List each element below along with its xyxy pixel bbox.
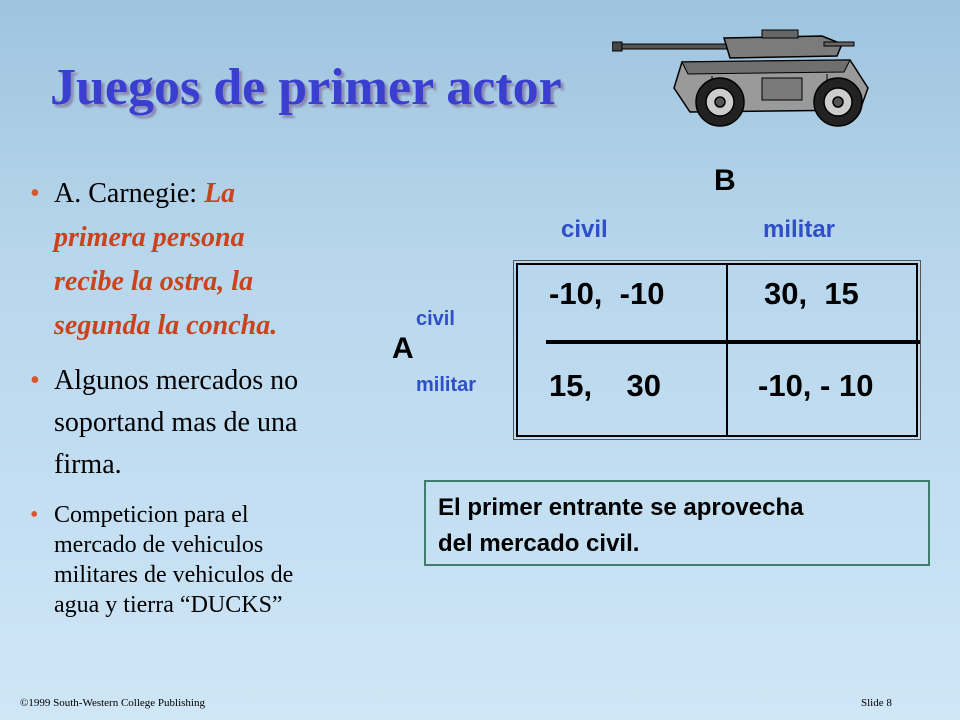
row-label-civil: civil — [416, 308, 455, 330]
payoff-militar-civil: 15, 30 — [549, 368, 662, 403]
competicion-line-2: mercado de vehiculos — [54, 532, 264, 558]
bullet-mercados — [20, 360, 410, 486]
payoff-civil-militar: 30, 15 — [764, 276, 859, 311]
matrix-divider-vertical — [726, 263, 728, 437]
conclusion-line-1: El primer entrante se aprovecha — [438, 494, 804, 521]
payoff-militar-militar: -10, - 10 — [758, 368, 874, 403]
mercados-line-1: Algunos mercados no — [54, 365, 299, 396]
bullet-dot: • — [30, 365, 40, 396]
column-label-civil: civil — [561, 216, 608, 243]
mercados-line-2: soportand mas de una — [54, 407, 298, 438]
carnegie-quote-3: recibe la ostra, la — [54, 266, 254, 297]
competicion-line-1: Competicion para el — [54, 502, 249, 528]
slide-number: Slide 8 — [861, 697, 892, 709]
conclusion-box — [424, 480, 930, 566]
bullet-dot: • — [30, 502, 39, 528]
carnegie-prefix: A. Carnegie: — [54, 178, 205, 209]
bullet-carnegie — [20, 172, 410, 348]
payoff-civil-civil: -10, -10 — [549, 276, 665, 311]
carnegie-quote-2: primera persona — [54, 222, 245, 253]
armored-vehicle-icon — [612, 28, 872, 130]
slide-title: Juegos de primer actor — [50, 59, 562, 116]
carnegie-quote-4: segunda la concha. — [54, 310, 278, 341]
copyright-footer: ©1999 South-Western College Publishing — [20, 697, 205, 709]
bullet-dot: • — [30, 178, 40, 209]
row-player-label: A — [392, 332, 414, 365]
matrix-divider-horizontal — [546, 340, 920, 344]
competicion-line-4: agua y tierra “DUCKS” — [54, 592, 283, 618]
mercados-line-3: firma. — [54, 449, 122, 480]
row-label-militar: militar — [416, 374, 477, 396]
conclusion-line-2: del mercado civil. — [438, 530, 640, 557]
column-label-militar: militar — [763, 216, 836, 243]
bullet-list — [20, 172, 410, 620]
bullet-competicion — [20, 500, 410, 620]
competicion-line-3: militares de vehiculos de — [54, 562, 294, 588]
column-player-label: B — [714, 164, 736, 197]
carnegie-quote-1: La — [204, 178, 236, 209]
